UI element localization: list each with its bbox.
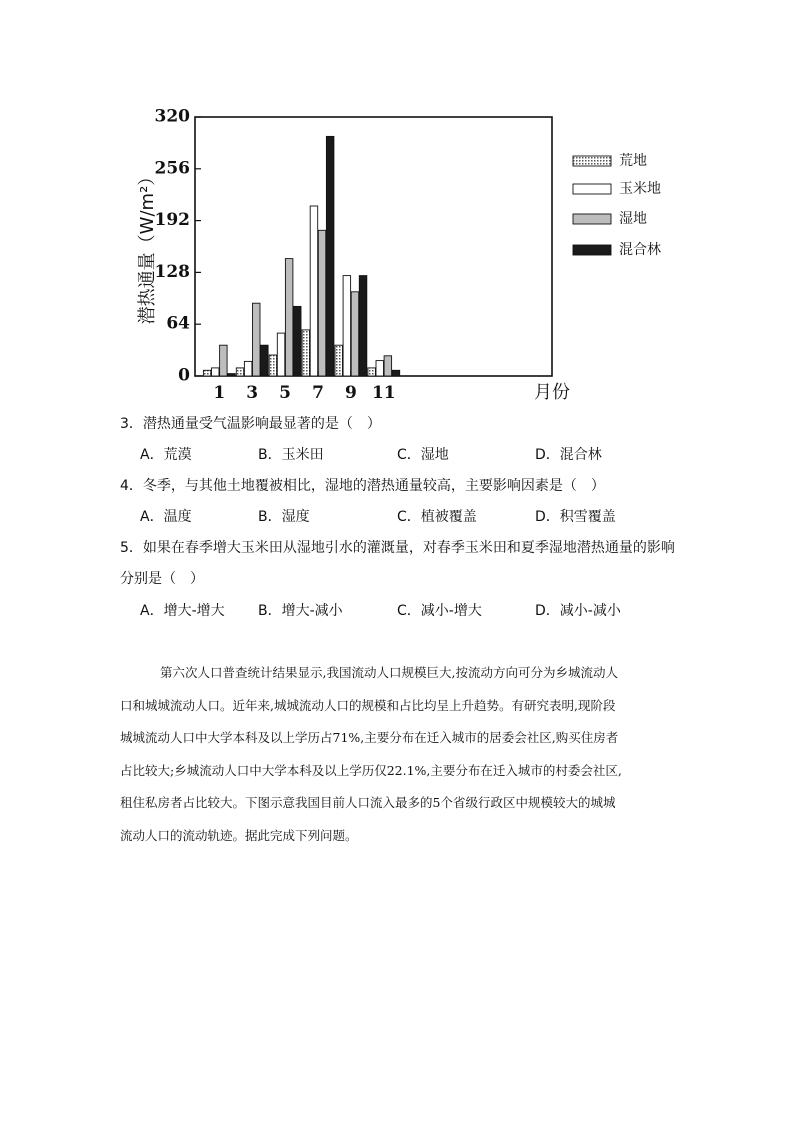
legend-label-混合林: 混合林 <box>619 242 661 258</box>
question-5-line-2: 分别是（ ） <box>120 571 204 587</box>
bar-湿地-month-3 <box>253 303 261 376</box>
passage-line: 城城流动人口中大学本科及以上学历占71%,主要分布在迁入城市的居委会社区,购买住房者 <box>120 730 619 745</box>
passage-line: 流动人口的流动轨迹。据此完成下列问题。 <box>120 827 358 843</box>
x-axis-label: 月份 <box>534 382 570 403</box>
bar-湿地-month-7 <box>318 230 326 376</box>
question-5-line-1: 5．如果在春季增大玉米田从湿地引水的灌溉量，对春季玉米田和夏季湿地潜热通量的影响 <box>120 540 675 556</box>
x-tick-label: 9 <box>344 383 357 403</box>
x-tick-label: 1 <box>213 383 226 403</box>
y-tick-label: 128 <box>154 261 190 282</box>
legend-swatch-湿地 <box>573 214 611 224</box>
question-4: 4．冬季，与其他土地覆被相比，湿地的潜热通量较高，主要影响因素是（ ） <box>120 478 605 494</box>
x-tick-label: 7 <box>312 383 324 403</box>
bar-玉米地-month-3 <box>244 361 252 376</box>
bar-玉米地-month-7 <box>310 206 318 376</box>
x-tick-label: 5 <box>279 383 292 403</box>
option-d: D．混合林 <box>535 447 602 463</box>
bar-荒地-month-7 <box>302 330 310 376</box>
latent-heat-flux-chart <box>120 100 680 410</box>
bar-湿地-month-1 <box>220 345 228 376</box>
bar-玉米地-month-5 <box>277 333 285 376</box>
bar-湿地-month-5 <box>285 259 293 376</box>
y-tick-label: 64 <box>166 313 190 334</box>
option-b: B．玉米田 <box>258 447 324 463</box>
bar-荒地-month-5 <box>269 355 277 376</box>
bar-混合林-month-3 <box>261 345 269 376</box>
bars-group <box>203 136 399 376</box>
option-b: B．增大-减小 <box>258 603 343 619</box>
bar-混合林-month-7 <box>326 136 334 376</box>
legend-swatch-玉米地 <box>573 184 611 194</box>
bar-混合林-month-9 <box>359 276 367 376</box>
bar-荒地-month-9 <box>335 345 343 376</box>
legend-swatch-混合林 <box>573 245 611 255</box>
bar-湿地-month-11 <box>384 356 392 376</box>
y-tick-label: 0 <box>178 365 190 386</box>
option-c: C．植被覆盖 <box>397 509 477 525</box>
passage-line: 租住私房者占比较大。下图示意我国目前人口流入最多的5个省级行政区中规模较大的城城 <box>120 795 616 810</box>
option-d: D．减小-减小 <box>535 603 621 619</box>
bar-混合林-month-5 <box>294 306 302 376</box>
legend-label-玉米地: 玉米地 <box>619 181 661 197</box>
option-c: C．湿地 <box>397 447 449 463</box>
passage-line: 第六次人口普查统计结果显示,我国流动人口规模巨大,按流动方向可分为乡城流动人 <box>160 665 618 680</box>
y-tick-label: 192 <box>154 210 190 231</box>
option-a: A．温度 <box>140 509 192 525</box>
y-tick-label: 320 <box>154 106 190 127</box>
question-3: 3．潜热通量受气温影响最显著的是（ ） <box>120 416 381 432</box>
legend-label-湿地: 湿地 <box>619 211 647 227</box>
legend <box>573 152 661 258</box>
x-tick-label: 3 <box>246 383 259 403</box>
bar-玉米地-month-11 <box>376 361 384 376</box>
option-b: B．湿度 <box>258 509 310 525</box>
passage-line: 占比较大;乡城流动人口中大学本科及以上学历仅22.1%,主要分布在迁入城市的村委会社区, <box>120 762 622 778</box>
option-a: A．增大-增大 <box>140 603 225 619</box>
bar-荒地-month-11 <box>368 368 376 376</box>
bar-混合林-month-1 <box>228 374 236 376</box>
option-d: D．积雪覆盖 <box>535 509 616 525</box>
plot-frame <box>195 117 552 376</box>
bar-湿地-month-9 <box>351 292 359 376</box>
bar-混合林-month-11 <box>392 370 400 376</box>
x-tick-label: 11 <box>371 383 396 403</box>
passage-line: 口和城城流动人口。近年来,城城流动人口的规模和占比均呈上升趋势。有研究表明,现阶段 <box>120 697 616 713</box>
option-c: C．减小-增大 <box>397 603 482 619</box>
legend-swatch-荒地 <box>573 156 611 166</box>
reading-passage <box>120 657 690 852</box>
option-a: A．荒漠 <box>140 447 192 463</box>
bar-荒地-month-3 <box>236 368 244 376</box>
legend-label-荒地: 荒地 <box>619 153 647 169</box>
bar-玉米地-month-9 <box>343 276 351 376</box>
bar-荒地-month-1 <box>203 370 211 376</box>
y-ticks-group <box>155 107 202 386</box>
y-tick-label: 256 <box>154 158 190 179</box>
bar-玉米地-month-1 <box>212 368 220 376</box>
y-axis-label: 潜热通量（W/m²） <box>137 167 158 325</box>
